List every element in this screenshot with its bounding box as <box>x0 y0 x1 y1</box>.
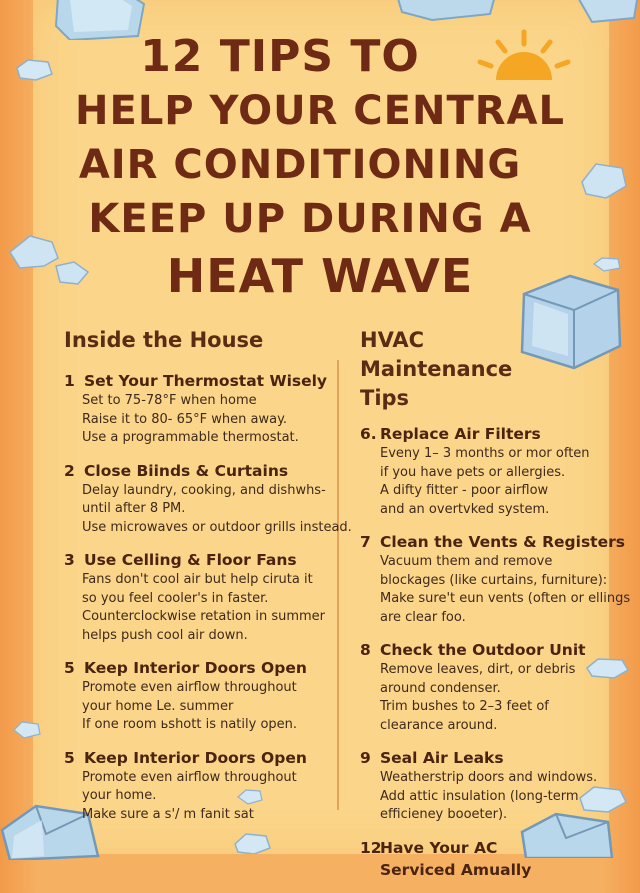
tip-title <box>64 549 334 571</box>
title-line-3: AIR CONDITIONING <box>78 142 522 188</box>
tip-title <box>360 531 625 553</box>
tip-text: Make sure't eun vents (often or ellings <box>380 591 631 606</box>
tip-text: Add attic insulation (long-term <box>380 788 579 804</box>
tip-text: A difty fitter - poor airflow <box>380 483 549 498</box>
title-line-4: KEEP UP DURING A <box>88 196 532 242</box>
tip-item <box>360 639 610 735</box>
tip-title-text: Check the Outdoor Unit <box>380 641 586 659</box>
tip-text: Raise it to 80- 65°F when away. <box>82 411 288 427</box>
tip-title <box>64 460 334 482</box>
tip-item <box>64 747 334 825</box>
tip-text: Set to 75-78°F when home <box>82 393 257 408</box>
tip-title-text: Set Your Thermostat Wisely <box>84 372 328 390</box>
section-heading: Inside the House <box>64 328 264 352</box>
title-line-2: HELP YOUR CENTRAL <box>75 88 565 134</box>
tip-item <box>64 657 334 735</box>
ice-cube-icon <box>572 0 640 24</box>
tip-text: are clear foo. <box>380 609 466 625</box>
tip-title-text: Close Biinds & Curtains <box>84 461 289 480</box>
tip-text: Trim bushes to 2–3 feet of <box>380 699 549 714</box>
tip-number: 3 <box>64 551 75 569</box>
tip-title <box>360 747 610 769</box>
tip-title-continued: Serviced Amually <box>380 860 532 879</box>
tip-text: Promote even airflow throughout <box>82 680 297 695</box>
tip-title-text: Keep Interior Doors Open <box>84 659 307 677</box>
inside-house-column <box>64 326 352 836</box>
tip-title-text: Seal Air Leaks <box>380 749 504 767</box>
tip-text: Use a programmable thermostat. <box>82 430 299 445</box>
tip-text: Delay laundry, cooking, and dishwhs- <box>82 482 326 498</box>
tip-text: Use microwaves or outdoor grills instead. <box>82 519 352 535</box>
tip-number: 8 <box>360 641 371 659</box>
tip-text: blockages (like curtains, furniture): <box>380 572 608 588</box>
tip-title-text: Keep Interior Doors Open <box>84 748 307 767</box>
title-line-5: HEAT WAVE <box>166 249 474 303</box>
tip-item <box>360 423 610 519</box>
tip-text: Eveny 1– 3 months or mor often <box>380 446 590 461</box>
tip-title-text: Clean the Vents & Registers <box>380 533 625 551</box>
tip-number: 5 <box>64 659 75 677</box>
tip-number: 12 <box>360 838 382 857</box>
tip-text: your home. <box>82 788 157 803</box>
tip-text: until after 8 PM. <box>82 501 186 516</box>
hvac-maintenance-column <box>360 326 631 893</box>
tip-text: Remove leaves, dirt, or debris <box>380 662 576 677</box>
tip-number: 9 <box>360 749 371 767</box>
tip-text: Counterclockwise retation in summer <box>82 609 326 624</box>
tip-title <box>360 837 610 859</box>
tip-title-text: Replace Air Filters <box>380 425 541 443</box>
tip-number: 2 <box>64 461 75 480</box>
tip-item <box>64 549 334 645</box>
section-heading <box>360 326 610 413</box>
ice-cube-icon <box>392 0 502 22</box>
tip-title <box>64 370 334 392</box>
tip-text: around condenser. <box>380 680 501 696</box>
section-heading-line: Maintenance <box>360 357 513 381</box>
tip-number: 7 <box>360 533 371 551</box>
tip-text: Promote even airflow throughout <box>82 769 297 785</box>
tip-item <box>360 747 610 825</box>
section-heading-line: HVAC <box>360 328 425 352</box>
tip-item <box>64 460 352 538</box>
tip-text: if you have pets or allergies. <box>380 464 566 480</box>
tip-title <box>360 639 610 661</box>
poster-title <box>0 30 640 306</box>
tip-text: Weatherstrip doors and windows. <box>380 770 598 785</box>
tip-text: clearance around. <box>380 717 498 733</box>
tip-text: Vacuum them and remove <box>380 554 553 569</box>
ice-chip-icon <box>12 720 42 740</box>
column-divider <box>337 360 339 810</box>
tip-title-text: Use Celling & Floor Fans <box>84 551 297 569</box>
tip-text: and an overtvked system. <box>380 501 550 517</box>
tip-text: Fans don't cool air but help ciruta it <box>82 572 313 587</box>
tip-item <box>360 531 631 627</box>
tip-text: so you feel cooler's in faster. <box>82 590 269 606</box>
tip-text: efficieney booeter). <box>380 807 508 822</box>
tip-item <box>360 837 610 881</box>
tip-number: 1 <box>64 372 75 390</box>
tip-title-text: Have Your AC <box>380 838 498 857</box>
tip-text: your home Le. summer <box>82 698 234 714</box>
tip-text: helps push cool air down. <box>82 627 248 643</box>
tip-title <box>360 423 610 445</box>
tip-number: 5 <box>64 748 75 767</box>
tip-title <box>64 747 334 769</box>
tip-item <box>64 370 334 448</box>
section-heading-line: Tips <box>360 386 410 410</box>
tip-text: Make sure a s'/ m fanit sat <box>82 806 254 822</box>
tip-title <box>64 657 334 679</box>
tip-number: 6. <box>360 425 377 443</box>
title-line-1: 12 TIPS TO <box>140 31 420 82</box>
tip-text: If one room ьshott is natily open. <box>82 717 298 732</box>
